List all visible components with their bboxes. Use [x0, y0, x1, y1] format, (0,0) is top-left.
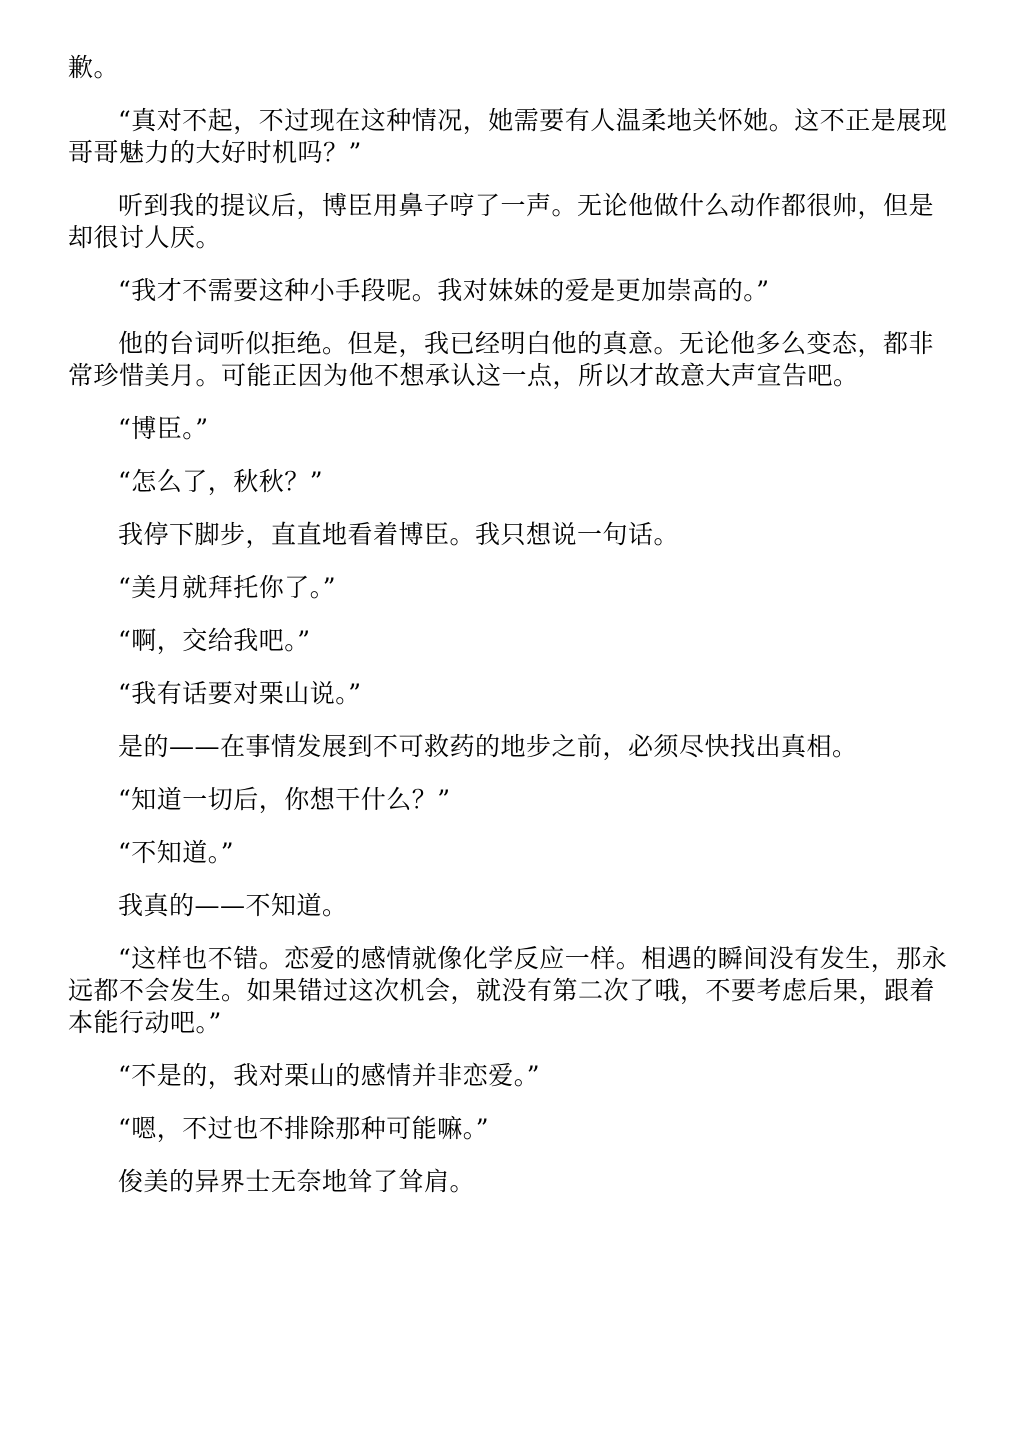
paragraph: 听到我的提议后，博臣用鼻子哼了一声。无论他做什么动作都很帅，但是却很讨人厌。: [68, 191, 935, 252]
paragraph: “美月就拜托你了。”: [118, 573, 337, 602]
paragraph: 是的——在事情发展到不可救药的地步之前，必须尽快找出真相。: [118, 732, 858, 761]
paragraph: “嗯，不过也不排除那种可能嘛。”: [118, 1114, 490, 1143]
paragraph: “不知道。”: [118, 838, 235, 867]
paragraph: “我才不需要这种小手段呢。我对妹妹的爱是更加崇高的。”: [118, 276, 770, 305]
paragraph: “这样也不错。恋爱的感情就像化学反应一样。相遇的瞬间没有发生，那永远都不会发生。如果错过这次机会，就没有第二次了哦，不要考虑后果，跟着本能行动吧。”: [68, 944, 948, 1037]
paragraph: “知道一切后，你想干什么？”: [118, 785, 451, 814]
paragraph: “我有话要对栗山说。”: [118, 679, 362, 708]
paragraph: “啊，交给我吧。”: [118, 626, 311, 655]
paragraph: 我真的——不知道。: [118, 891, 348, 920]
paragraph: 我停下脚步，直直地看着博臣。我只想说一句话。: [118, 520, 680, 549]
body-text: [68, 52, 948, 1219]
paragraph: “真对不起，不过现在这种情况，她需要有人温柔地关怀她。这不正是展现哥哥魅力的大好时机吗？”: [68, 106, 948, 167]
paragraph: 俊美的异界士无奈地耸了耸肩。: [118, 1167, 476, 1196]
paragraph: 他的台词听似拒绝。但是，我已经明白他的真意。无论他多么变态，都非常珍惜美月。可能正因为他不想承认这一点，所以才故意大声宣告吧。: [68, 329, 935, 390]
paragraph: “博臣。”: [118, 414, 209, 443]
paragraph: “不是的，我对栗山的感情并非恋爱。”: [118, 1061, 541, 1090]
paragraph: 歉。: [68, 53, 120, 82]
paragraph: “怎么了，秋秋？”: [118, 467, 324, 496]
